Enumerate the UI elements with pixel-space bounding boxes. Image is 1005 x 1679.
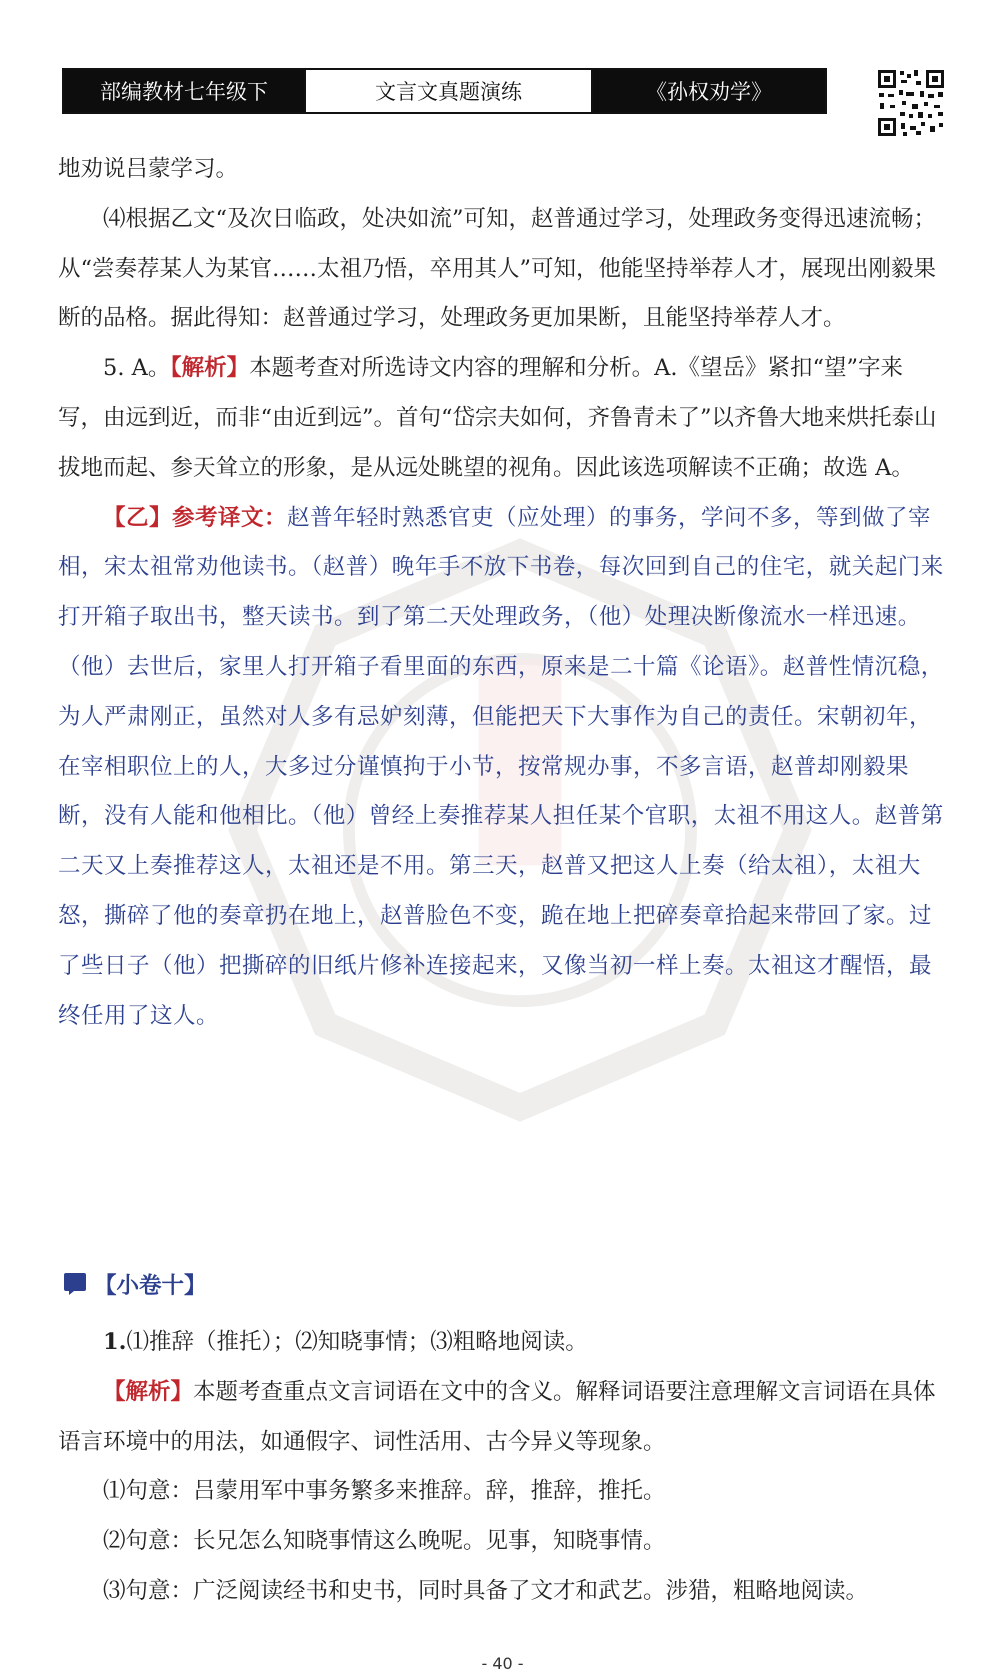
book-icon xyxy=(62,1272,88,1296)
analysis-tag-2: 【解析】 xyxy=(103,1378,194,1405)
q5-text: 本题考查对所选诗文内容的理解和分析。A.《望岳》紧扣“望”字来写，由远到近，而非“由近到远”。首句“岱宗夫如何，齐鲁青未了”以齐鲁大地来烘托泰山拔地而起、参天耸立的形象，是从远处眺望的视角。因此该选项解读不正确；故选 A。 xyxy=(58,355,937,481)
section-heading xyxy=(62,1268,207,1300)
analysis-text: 本题考查重点文言词语在文中的含义。解释词语要注意理解文言词语在具体语言环境中的用法，如通假字、词性活用、古今异义等现象。 xyxy=(58,1378,936,1455)
translation-paragraph xyxy=(58,494,948,1042)
translation-text: 赵普年轻时熟悉官吏（应处理）的事务，学问不多，等到做了宰相，宋太祖常劝他读书。（赵普）晚年手不放下书卷，每次回到自己的住宅，就关起门来打开箱子取出书，整天读书。到了第二天处理政务，（他）处理决断像流水一样迅速。（他）去世后，家里人打开箱子看里面的东西，原来是二十篇《论语》。赵普性情沉稳，为人严肃刚正，虽然对人多有忌妒刻薄，但能把天下大事作为自己的责任。宋朝初年，在宰相职位上的人，大多过分谨慎拘于小节，按常规办事，不多言语，赵普却刚毅果断，没有人能和他相比。（他）曾经上奏推荐某人担任某个官职，太祖不用这人。赵普第二天又上奏推荐这人，太祖还是不用。第三天，赵普又把这人上奏（给太祖），太祖大怒，撕碎了他的奏章扔在地上，赵普脸色不变，跪在地上把碎奏章拾起来带回了家。过了些日子（他）把撕碎的旧纸片修补连接起来，又像当初一样上奏。太祖这才醒悟，最终任用了这人。 xyxy=(58,504,944,1029)
explanation-line-1: ⑴句意：吕蒙用军中事务繁多来推辞。辞，推辞，推托。 xyxy=(103,1478,666,1505)
answer-q1 xyxy=(58,1318,948,1368)
header-lesson: 《孙权劝学》 xyxy=(593,70,825,112)
section-content xyxy=(58,1318,948,1617)
main-content xyxy=(58,145,948,1041)
header-grade: 部编教材七年级下 xyxy=(64,70,304,112)
header-bar xyxy=(62,68,827,114)
paragraph-continuation: 地劝说吕蒙学习。 xyxy=(58,156,239,182)
q5-number: 5. A。 xyxy=(103,355,171,382)
explanation-line-2: ⑵句意：长兄怎么知晓事情这么晚呢。见事，知晓事情。 xyxy=(103,1528,666,1555)
explanation-line-3: ⑶句意：广泛阅读经书和史书，同时具备了文才和武艺。涉猎，粗略地阅读。 xyxy=(103,1577,869,1604)
header-category: 文言文真题演练 xyxy=(304,70,593,112)
analysis-tag: 【解析】 xyxy=(170,355,250,382)
q1-text: ⑴推辞（推托）；⑵知晓事情；⑶粗略地阅读。 xyxy=(126,1329,588,1355)
page-number: - 40 - xyxy=(481,1654,524,1673)
paragraph-q4: ⑷根据乙文“及次日临政，处决如流”可知，赵普通过学习，处理政务变得迅速流畅；从“尝奏荐某人为某官……太祖乃悟，卒用其人”可知，他能坚持举荐人才，展现出刚毅果断的品格。据此得知：赵普通过学习，处理政务更加果断，且能坚持举荐人才。 xyxy=(58,205,937,332)
paragraph-q5 xyxy=(58,344,948,493)
analysis-paragraph xyxy=(58,1368,948,1468)
qr-code-icon xyxy=(876,68,946,138)
translation-tag: 【乙】参考译文： xyxy=(103,504,288,531)
q1-number: 1. xyxy=(103,1329,127,1355)
section-title: 【小卷十】 xyxy=(94,1273,207,1299)
